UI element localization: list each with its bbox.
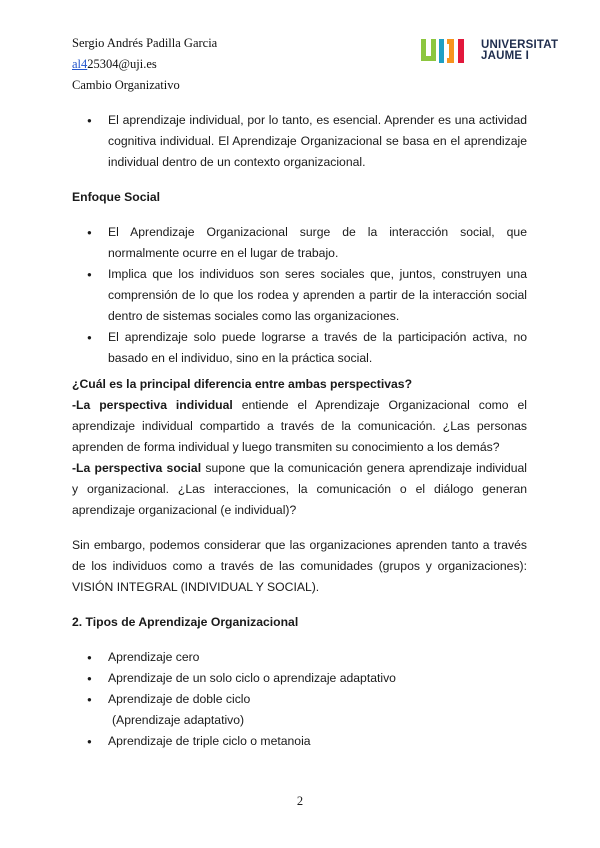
list-item: ● El aprendizaje solo puede lograrse a través de la participación activa, no basado en el individuo, sino en la práctica social.	[72, 327, 527, 369]
email-domain: 25304@uji.es	[87, 57, 157, 71]
intro-list	[72, 110, 527, 173]
double-loop-note: (Aprendizaje adaptativo)	[112, 713, 245, 727]
individual-perspective-text: entiende el Aprendizaje Organizacional como el aprendizaje individual compartido a través de la comunicación. ¿Las personas aprenden de forma individual y luego transmiten su conocimiento a los demás?	[72, 398, 527, 454]
university-logo	[421, 38, 558, 64]
course-name: Cambio Organizativo	[72, 78, 180, 92]
types-list-continued	[72, 731, 527, 752]
social-perspective-label: -La perspectiva social	[72, 461, 202, 475]
document-body	[72, 110, 527, 752]
list-item: ● Aprendizaje de doble ciclo	[72, 689, 527, 710]
author-name: Sergio Andrés Padilla Garcia	[72, 36, 218, 50]
list-item: ● Aprendizaje cero	[72, 647, 527, 668]
author-email	[72, 57, 157, 72]
logo-line-1: UNIVERSITAT	[481, 39, 559, 51]
individual-perspective-label: -La perspectiva individual	[72, 398, 233, 412]
list-item: ● El aprendizaje individual, por lo tanto, es esencial. Aprender es una actividad cognitiva individual. El Aprendizaje Organizacional se basa en el aprendizaje individual dentro de un contexto organizacional.	[72, 110, 527, 173]
conclusion-paragraph: Sin embargo, podemos considerar que las organizaciones aprenden tanto a través de los individuos como a través de las comunidades (grupos y organizaciones): VISIÓN INTEGRAL (INDIVIDUAL Y SOCIAL).	[72, 538, 527, 594]
list-item: ● Aprendizaje de triple ciclo o metanoia	[72, 731, 527, 752]
email-link[interactable]: al4	[72, 57, 88, 71]
list-item: ● Aprendizaje de un solo ciclo o aprendizaje adaptativo	[72, 668, 527, 689]
social-list	[72, 222, 527, 369]
difference-heading: ¿Cuál es la principal diferencia entre ambas perspectivas?	[72, 377, 413, 391]
logo-wordmark	[481, 40, 558, 62]
list-item: ● Implica que los individuos son seres sociales que, juntos, construyen una comprensión de lo que los rodea y aprenden a partir de la interacción social dentro de sistemas sociales como las organizaciones.	[72, 264, 527, 327]
individual-perspective-paragraph	[72, 395, 527, 458]
page-number: 2	[296, 794, 304, 808]
list-item: ● El Aprendizaje Organizacional surge de la interacción social, que normalmente ocurre en el lugar de trabajo.	[72, 222, 527, 264]
types-list	[72, 647, 527, 710]
logo-line-2: JAUME I	[481, 50, 530, 62]
uji-logo-icon	[421, 39, 473, 63]
social-perspective-text: supone que la comunicación genera aprendizaje individual y organizacional. ¿Las interacciones, la comunicación o el diálogo generan aprendizaje organizacional (e individual)?	[72, 461, 527, 517]
social-perspective-paragraph	[72, 458, 527, 521]
social-heading: Enfoque Social	[72, 190, 161, 204]
types-heading: 2. Tipos de Aprendizaje Organizacional	[72, 615, 299, 629]
